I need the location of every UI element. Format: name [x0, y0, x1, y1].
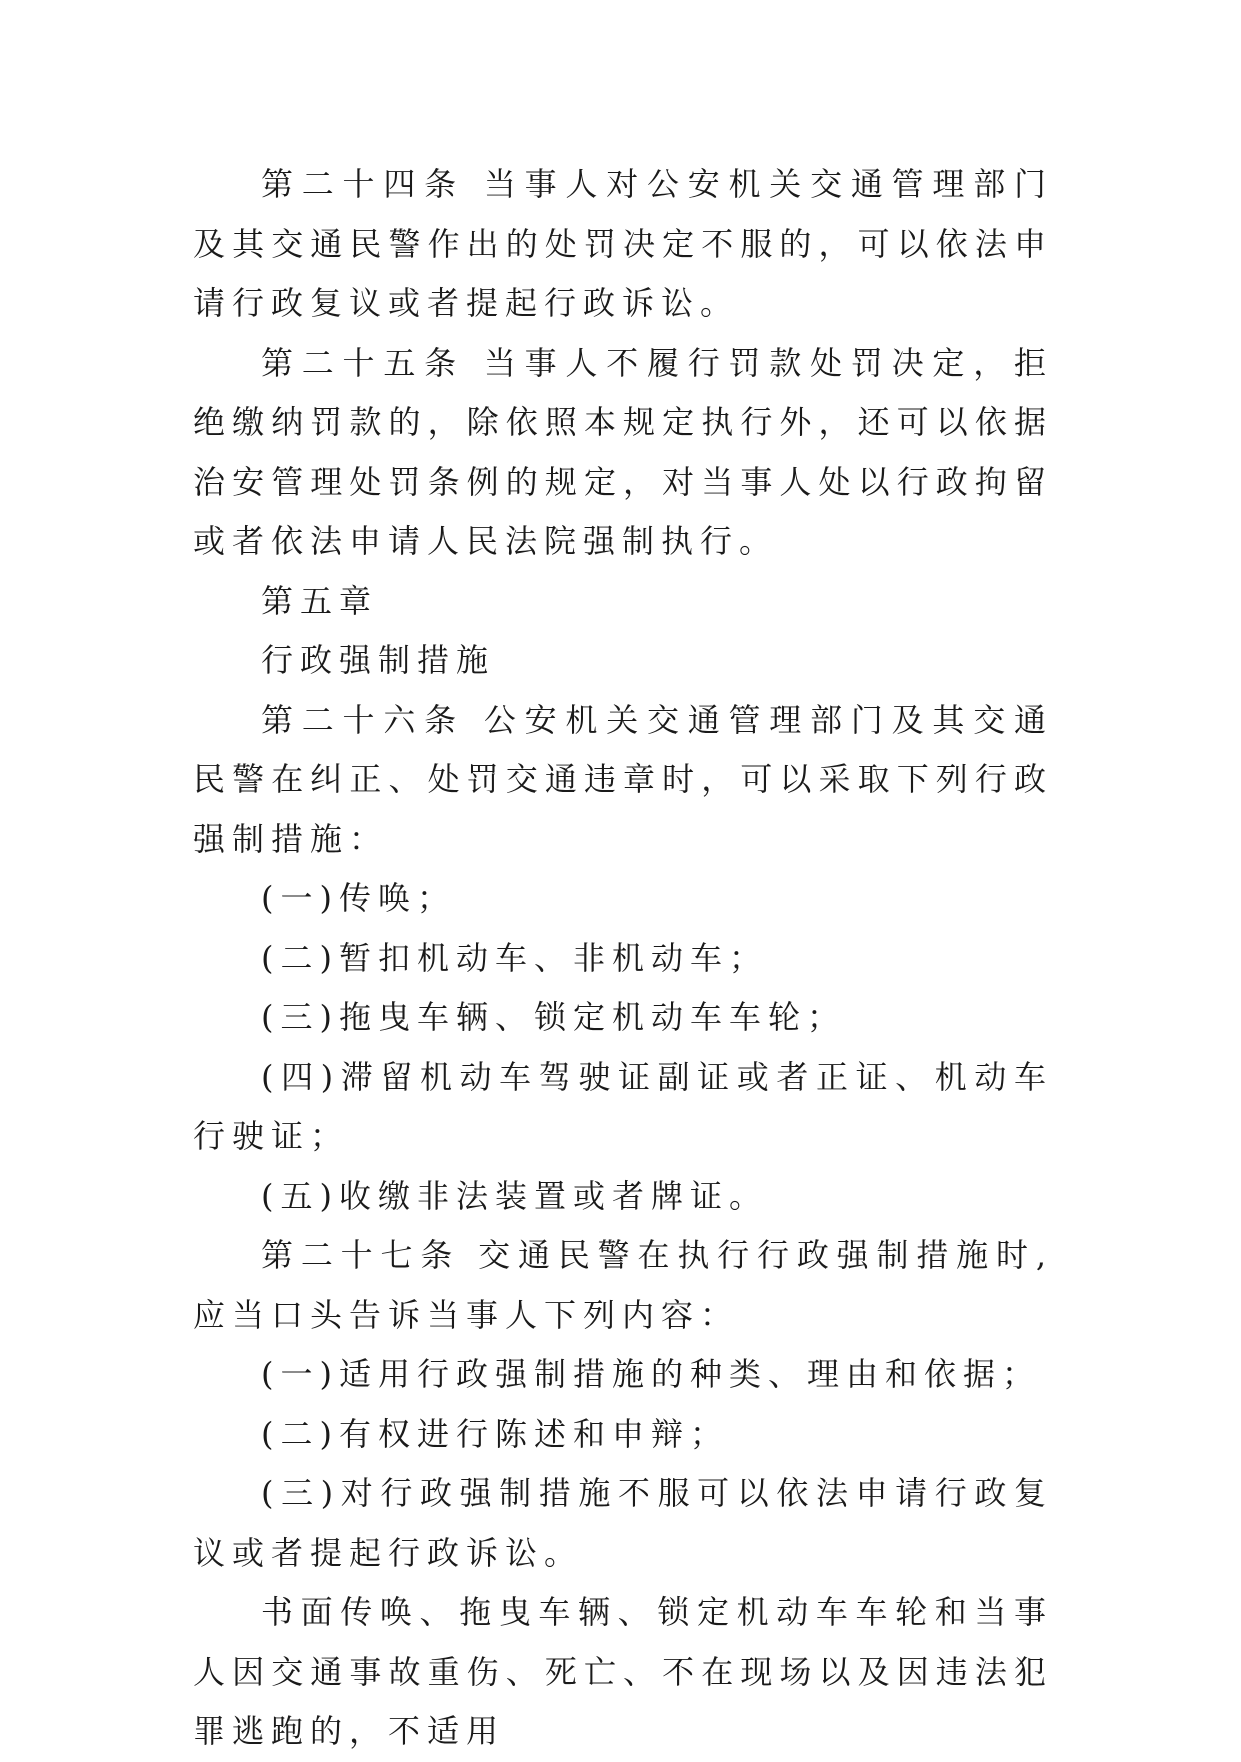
chapter-title: 行政强制措施 [261, 641, 496, 679]
article-27-item-3: (三)对行政强制措施不服可以依法申请行政复议或者提起行政诉讼。 [193, 1474, 1053, 1572]
article-25: 第二十五条 当事人不履行罚款处罚决定，拒绝缴纳罚款的，除依照本规定执行外，还可以依据治安管理处罚条例的规定，对当事人处以行政拘留或者依法申请人民法院强制执行。 [193, 343, 1053, 560]
article-27-item-1: (一)适用行政强制措施的种类、理由和依据； [261, 1355, 1041, 1393]
article-26-item-3: (三)拖曳车辆、锁定机动车车轮； [261, 998, 846, 1036]
article-24: 第二十四条 当事人对公安机关交通管理部门及其交通民警作出的处罚决定不服的，可以依法申请行政复议或者提起行政诉讼。 [193, 165, 1053, 322]
article-26-item-2: (二)暂扣机动车、非机动车； [261, 938, 768, 977]
chapter-heading: 第五章 [261, 581, 379, 620]
article-26-item-4: (四)滞留机动车驾驶证副证或者正证、机动车行驶证； [193, 1057, 1053, 1155]
article-26: 第二十六条 公安机关交通管理部门及其交通民警在纠正、处罚交通违章时，可以采取下列行政强制措施： [193, 700, 1053, 858]
article-26-item-1: (一)传唤； [261, 879, 456, 917]
paragraph-written-summons: 书面传唤、拖曳车辆、锁定机动车车轮和当事人因交通事故重伤、死亡、不在现场以及因违法犯罪逃跑的，不适用 [193, 1593, 1053, 1750]
article-26-item-5: (五)收缴非法装置或者牌证。 [261, 1176, 768, 1215]
article-27: 第二十七条 交通民警在执行行政强制措施时,应当口头告诉当事人下列内容： [193, 1236, 1053, 1334]
document-body [193, 155, 1053, 1762]
article-27-item-2: (二)有权进行陈述和申辩； [261, 1414, 729, 1453]
